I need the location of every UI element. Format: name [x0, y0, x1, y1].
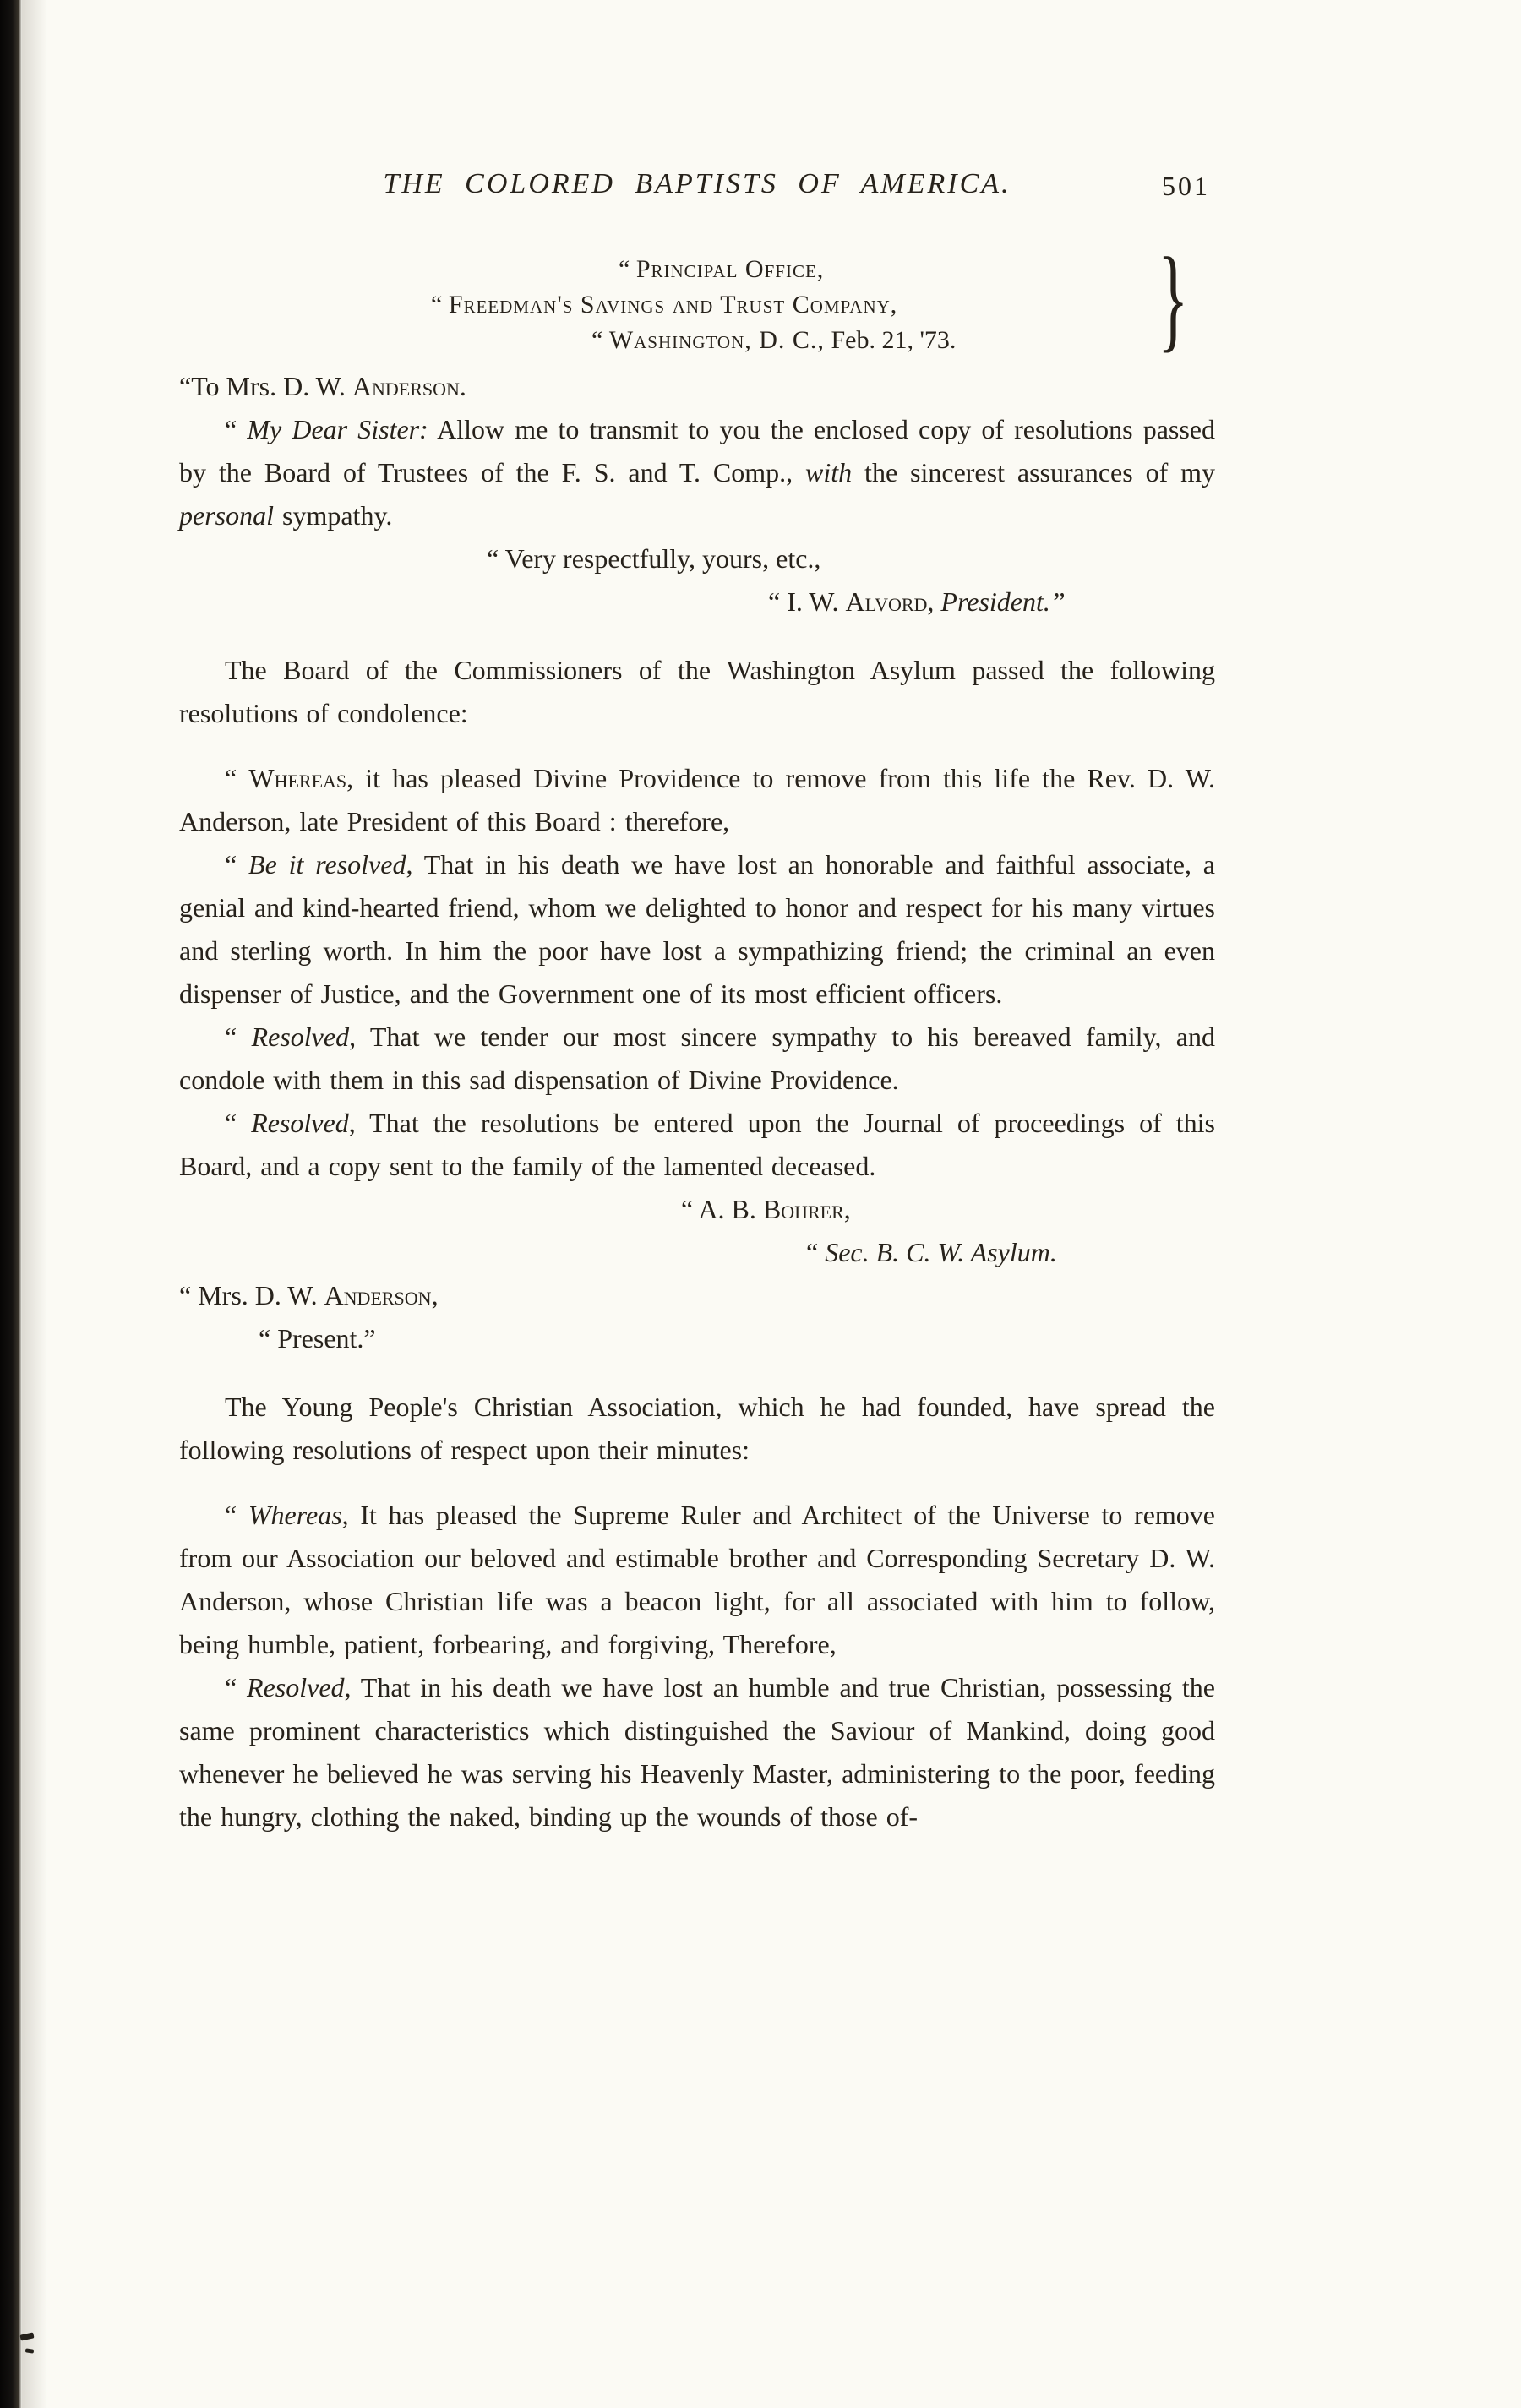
letterhead	[179, 233, 1215, 362]
binding-shadow	[22, 0, 47, 2408]
letter-signature: “ I. W. Alvord, President.”	[768, 586, 1066, 617]
resolution-paragraph: “ Resolved, That we tender our most sincere sympathy to his bereaved family, and condole with them in this sad dispensation of Divine Providence.	[179, 1021, 1215, 1095]
association-intro-paragraph: The Young People's Christian Association, which he had founded, have spread the following resolutions of respect upon their minutes:	[179, 1392, 1215, 1465]
binding-edge	[0, 0, 22, 2408]
resolution-paragraph: “ Be it resolved, That in his death we have lost an honorable and faithful associate, a genial and kind-hearted friend, whom we delighted to honor and respect for his many virtues and sterling worth. In him the poor have lost a sympathizing friend; the criminal an even dispenser of Justice, and the Government one of its most efficient officers.	[179, 849, 1215, 1009]
board-intro-paragraph: The Board of the Commissioners of the Washington Asylum passed the following resolutions of condolence:	[179, 655, 1215, 728]
page-number: 501	[1162, 171, 1210, 201]
association-resolved-paragraph: “ Resolved, That in his death we have lost an humble and true Christian, possessing the same prominent characteristics which distinguished the Saviour of Mankind, doing good whenever he believed he was serving his Heavenly Master, administering to the poor, feeding the hungry, clothing the naked, binding up the wounds of those of-	[179, 1672, 1216, 1832]
resolution-paragraph: “ Resolved, That the resolutions be entered upon the Journal of proceedings of this Board, and a copy sent to the family of the lamented deceased.	[179, 1108, 1216, 1181]
resolutions-signature-title: “ Sec. B. C. W. Asylum.	[806, 1237, 1057, 1267]
letterhead-company-line: “ Freedman's Savings and Trust Company,	[431, 291, 898, 319]
page-content	[179, 162, 1215, 1839]
letterhead-brace: }	[1158, 233, 1189, 362]
letterhead-office-line: “ Principal Office,	[619, 255, 825, 283]
addressee-line: “ Mrs. D. W. Anderson,	[179, 1280, 439, 1310]
letter-body-paragraph: “ My Dear Sister: Allow me to transmit to you the enclosed copy of resolutions passed by the Board of Trustees of the F. S. and T. Comp., with the sincerest assurances of my personal sympathy.	[179, 414, 1216, 531]
letter-salutation: “To Mrs. D. W. Anderson.	[179, 371, 466, 401]
letterhead-dateline: “ Washington, D. C., Feb. 21, '73.	[592, 326, 957, 354]
page-header-title: THE COLORED BAPTISTS OF AMERICA.	[383, 168, 1011, 199]
resolutions-signature-name: “ A. B. Bohrer,	[681, 1194, 851, 1224]
addressee-present-line: “ Present.”	[259, 1323, 376, 1354]
resolution-whereas-paragraph: “ Whereas, it has pleased Divine Providence to remove from this life the Rev. D. W. Anderson, late President of this Board : therefore,	[179, 763, 1216, 836]
letter-closing: “ Very respectfully, yours, etc.,	[487, 543, 821, 574]
running-header	[179, 162, 1215, 210]
association-whereas-paragraph: “ Whereas, It has pleased the Supreme Ruler and Architect of the Universe to remove from our Association our beloved and estimable brother and Corresponding Secretary D. W. Anderson, whose Christian life was a beacon light, for all associated with him to follow, being humble, patient, forbearing, and forgiving, Therefore,	[179, 1500, 1216, 1659]
